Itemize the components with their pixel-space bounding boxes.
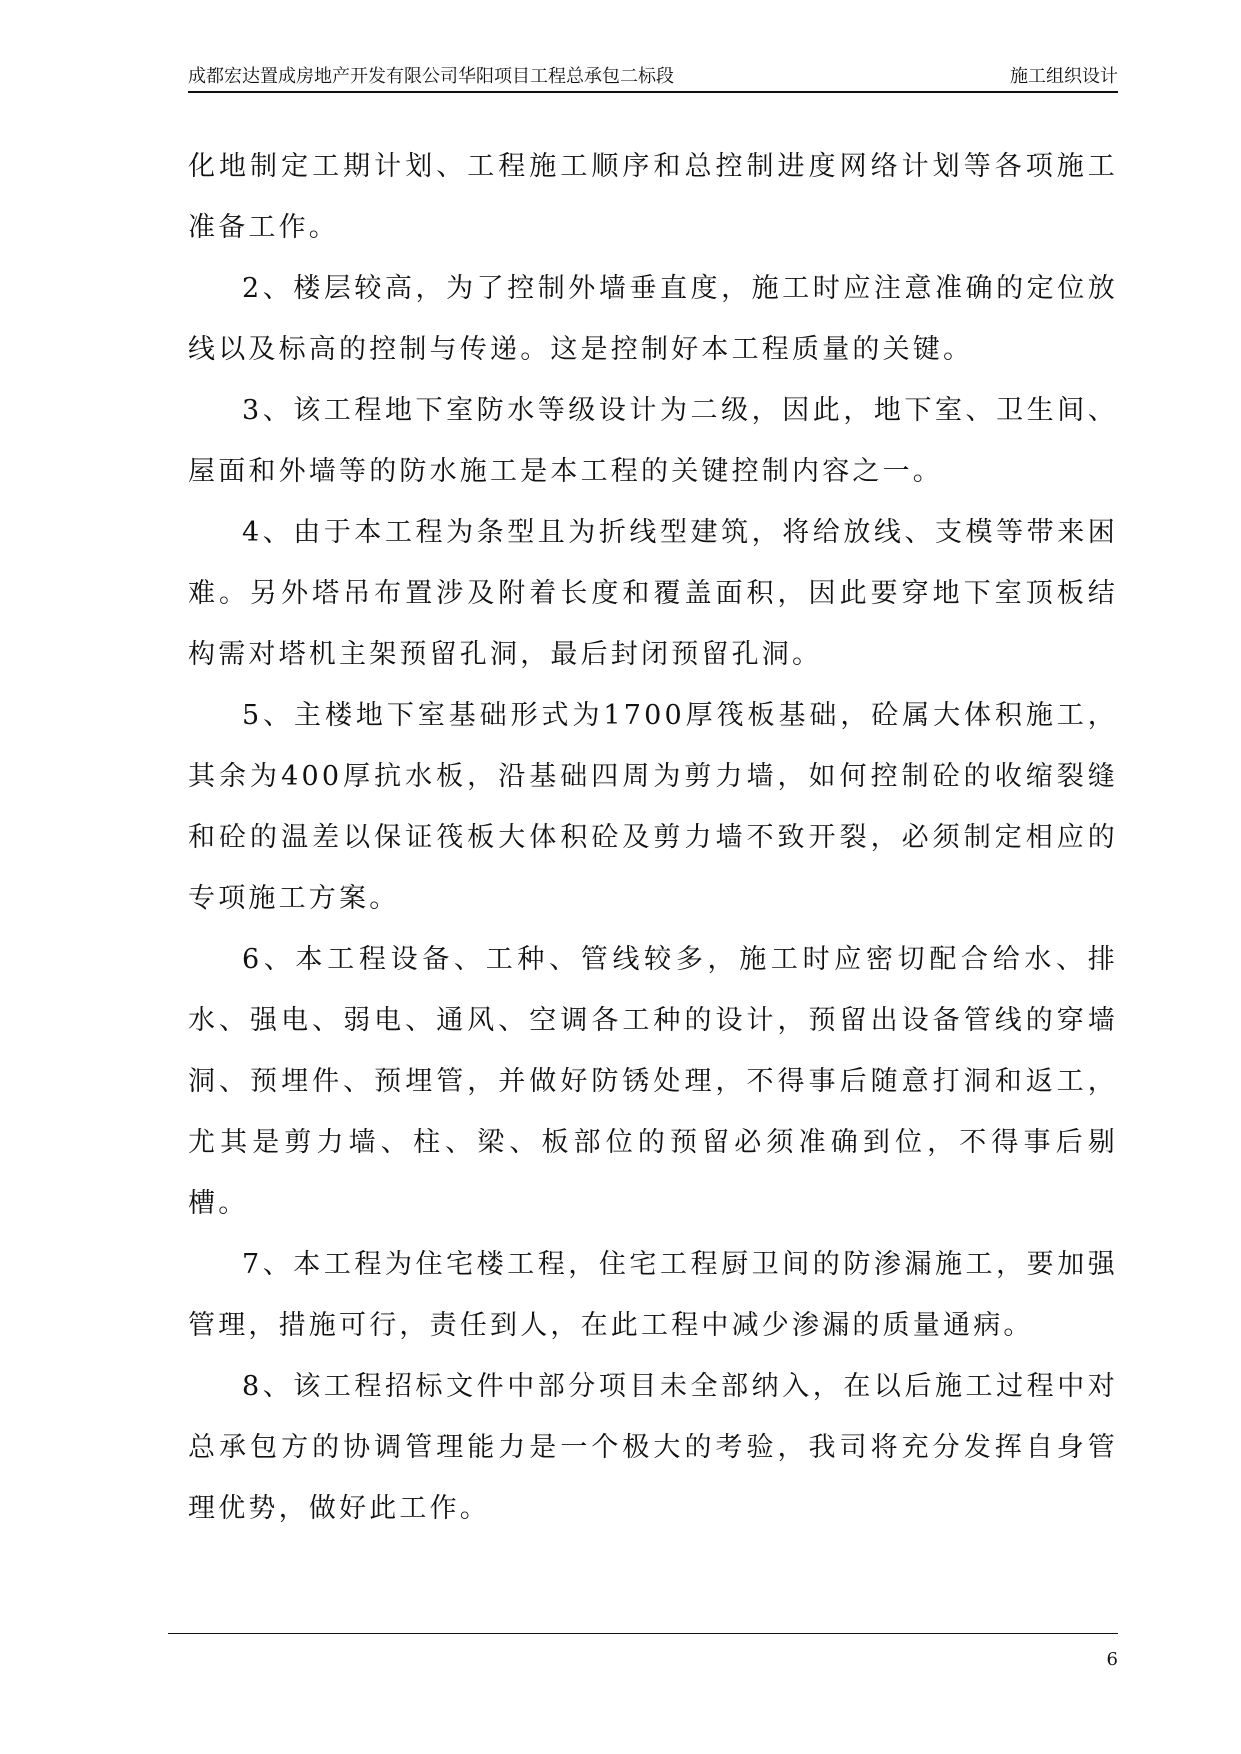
- paragraph-item-5: 5、主楼地下室基础形式为1700厚筏板基础，砼属大体积施工，其余为400厚抗水板，沿基础四周为剪力墙，如何控制砼的收缩裂缝和砼的温差以保证筏板大体积砼及剪力墙不致开裂，必须制定相应的专项施工方案。: [188, 700, 1118, 914]
- paragraph-item-3: 3、该工程地下室防水等级设计为二级，因此，地下室、卫生间、屋面和外墙等的防水施工是本工程的关键控制内容之一。: [188, 395, 1118, 487]
- page-number: 6: [1106, 1649, 1118, 1670]
- page-header: [188, 66, 1118, 92]
- paragraph-item-8: 8、该工程招标文件中部分项目未全部纳入，在以后施工过程中对总承包方的协调管理能力是一个极大的考验，我司将充分发挥自身管理优势，做好此工作。: [188, 1371, 1118, 1524]
- paragraph-item-4: 4、由于本工程为条型且为折线型建筑，将给放线、支模等带来困难。另外塔吊布置涉及附着长度和覆盖面积，因此要穿地下室顶板结构需对塔机主架预留孔洞，最后封闭预留孔洞。: [188, 517, 1118, 670]
- header-project-title: 成都宏达置成房地产开发有限公司华阳项目工程总承包二标段: [188, 66, 674, 87]
- header-document-title: 施工组织设计: [1010, 66, 1118, 87]
- document-body: [188, 136, 1118, 1539]
- paragraph-item-7: 7、本工程为住宅楼工程，住宅工程厨卫间的防渗漏施工，要加强管理，措施可行，责任到人，在此工程中减少渗漏的质量通病。: [188, 1249, 1118, 1341]
- paragraph-continuation: 化地制定工期计划、工程施工顺序和总控制进度网络计划等各项施工准备工作。: [188, 151, 1118, 243]
- footer-rule: [168, 1633, 1118, 1634]
- header-rule: [188, 91, 1118, 93]
- paragraph-item-6: 6、本工程设备、工种、管线较多，施工时应密切配合给水、排水、强电、弱电、通风、空调各工种的设计，预留出设备管线的穿墙洞、预埋件、预埋管，并做好防锈处理，不得事后随意打洞和返工，尤其是剪力墙、柱、梁、板部位的预留必须准确到位，不得事后剔槽。: [188, 944, 1118, 1219]
- paragraph-item-2: 2、楼层较高，为了控制外墙垂直度，施工时应注意准确的定位放线以及标高的控制与传递。这是控制好本工程质量的关键。: [188, 273, 1118, 365]
